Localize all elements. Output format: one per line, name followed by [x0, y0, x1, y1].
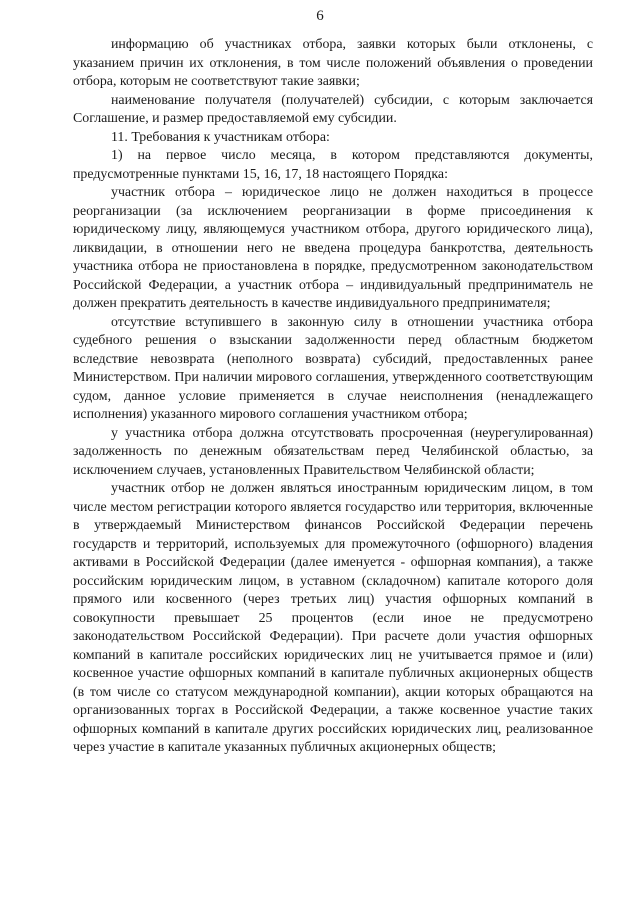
paragraph-first-day-of-month: 1) на первое число месяца, в котором представляются документы, предусмотренные пунктами 15, 16, 17, 18 настоящего Порядка: — [73, 148, 593, 182]
paragraph-not-foreign-entity: участник отбор не должен являться иностранным юридическим лицом, в том числе местом регистрации которого является государство или территория, включенные в утверждаемый Министерством финансов Российской Федерации перечень государств и территорий, используемых для промежуточного (офшорного) владения активами в Российской Федерации (далее именуется - офшорная компания), а также российским юридическим лицом, в уставном (складочном) капитале которого доля прямого или косвенного (через третьих лиц) участия офшорных компаний в совокупности превышает 25 процентов (если иное не предусмотрено законодательством Российской Федерации). При расчете доли участия офшорных компаний в капитале российских юридических лиц не учитывается прямое и (или) косвенное участие офшорных компаний в капитале публичных акционерных обществ (в том числе со статусом международной компании), акции которых обращаются на организованных торгах в Российской Федерации, а также косвенное участие таких офшорных компаний в капитале других российских юридических лиц, реализованное через участие в капитале указанных публичных акционерных обществ; — [73, 481, 593, 755]
paragraph-section-11-heading: 11. Требования к участникам отбора: — [111, 129, 330, 145]
page-number: 6 — [316, 8, 324, 24]
paragraph-no-overdue-debt: у участника отбора должна отсутствовать просроченная (неурегулированная) задолженность по денежным обязательствам перед Челябинской областью, за исключением случаев, установленных Правительством Челябинской области; — [73, 425, 593, 478]
document-body — [73, 36, 593, 758]
paragraph-recipient-name: наименование получателя (получателей) субсидии, с которым заключается Соглашение, и размер предоставляемой ему субсидии. — [73, 92, 593, 126]
paragraph-no-reorganization: участник отбора – юридическое лицо не должен находиться в процессе реорганизации (за исключением реорганизации в форме присоединения к юридическому лицу, являющемуся участником отбора, другого юридического лица), ликвидации, в отношении него не введена процедура банкротства, деятельность участника отбора не приостановлена в порядке, предусмотренном законодательством Российской Федерации, а участник отбора – индивидуальный предприниматель не должен прекратить деятельность в качестве индивидуального предпринимателя; — [73, 185, 593, 311]
paragraph-rejected-participants-info: информацию об участниках отбора, заявки которых были отклонены, с указанием причин их отклонения, в том числе положений объявления о проведении отбора, которым не соответствуют такие заявки; — [73, 37, 593, 89]
paragraph-no-court-decision: отсутствие вступившего в законную силу в отношении участника отбора судебного решения о взыскании задолженности перед областным бюджетом вследствие невозврата (неполного возврата) субсидий, предоставленных ранее Министерством. При наличии мирового соглашения, утвержденного соответствующим судом, данное условие применяется в случае неисполнения (ненадлежащего исполнения) указанного мирового соглашения участником отбора; — [73, 314, 593, 422]
